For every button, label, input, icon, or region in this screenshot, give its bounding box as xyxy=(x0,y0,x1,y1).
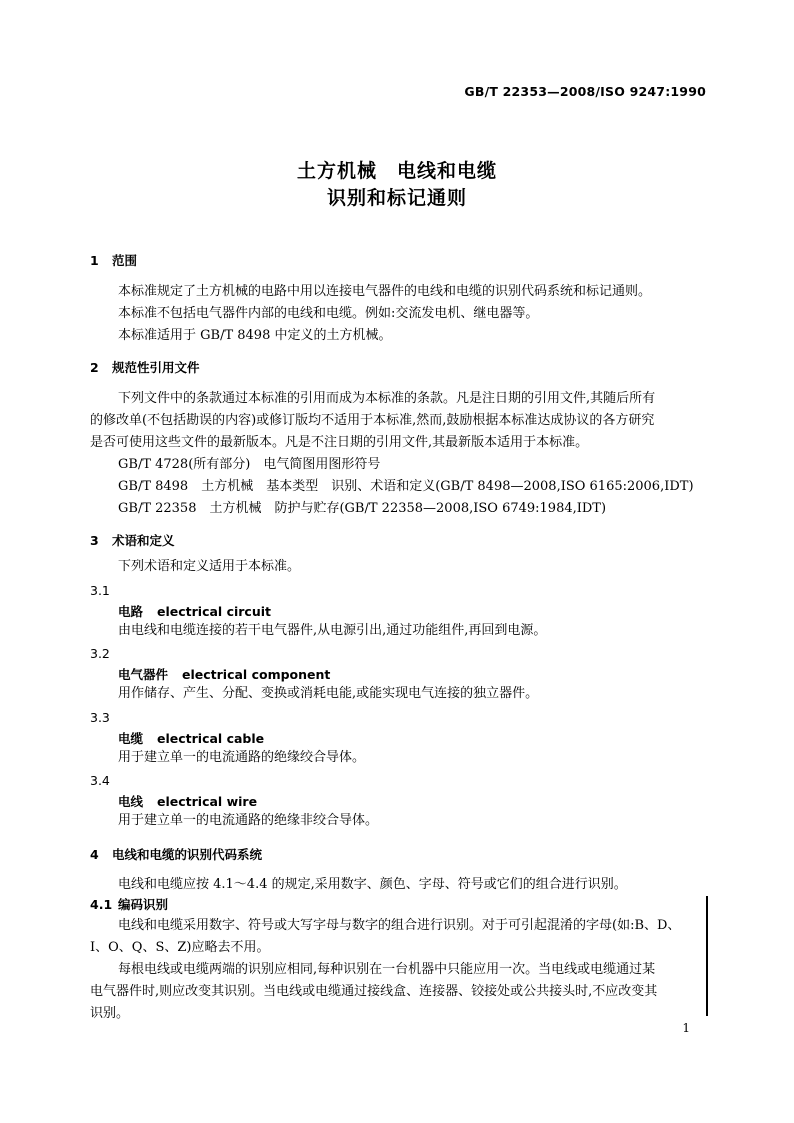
subsection-4-1-paragraph-1-line-2: I、O、Q、S、Z)应略去不用。 xyxy=(90,940,270,955)
section-2-paragraph-line-3: 是否可使用这些文件的最新版本。凡是不注日期的引用文件,其最新版本适用于本标准。 xyxy=(90,435,589,450)
subsection-title: 编码识别 xyxy=(118,897,169,912)
term-heading xyxy=(118,792,257,810)
page-number: 1 xyxy=(682,1021,690,1035)
subsection-4-1-paragraph-2-line-3: 识别。 xyxy=(90,1006,130,1021)
section-title: 范围 xyxy=(112,253,138,268)
standard-code: GB/T 22353—2008/ISO 9247:1990 xyxy=(464,84,706,99)
section-1-paragraph-3: 本标准适用于 GB/T 8498 中定义的土方机械。 xyxy=(118,328,392,343)
term-number: 3.1 xyxy=(90,583,110,598)
term-heading xyxy=(118,665,330,683)
section-1-paragraph-2: 本标准不包括电气器件内部的电线和电缆。例如:交流发电机、继电器等。 xyxy=(118,306,539,321)
term-heading xyxy=(118,729,264,747)
reference-gbt-22358: GB/T 22358 土方机械 防护与贮存(GB/T 22358—2008,ISO 6749:1984,IDT) xyxy=(118,501,607,516)
section-number: 2 xyxy=(90,360,99,375)
section-2-heading xyxy=(90,358,200,376)
term-number: 3.2 xyxy=(90,646,110,661)
term-chinese: 电线 xyxy=(118,794,144,809)
term-definition: 由电线和电缆连接的若干电气器件,从电源引出,通过功能组件,再回到电源。 xyxy=(118,623,547,638)
term-definition: 用于建立单一的电流通路的绝缘绞合导体。 xyxy=(118,750,366,765)
section-title: 术语和定义 xyxy=(112,533,175,548)
document-title-line1: 土方机械 电线和电缆 xyxy=(296,160,497,182)
term-number: 3.4 xyxy=(90,773,110,788)
section-3-intro: 下列术语和定义适用于本标准。 xyxy=(118,559,301,574)
subsection-4-1-paragraph-2-line-1: 每根电线或电缆两端的识别应相同,每种识别在一台机器中只能应用一次。当电线或电缆通过某 xyxy=(118,962,656,977)
term-definition: 用于建立单一的电流通路的绝缘非绞合导体。 xyxy=(118,813,379,828)
section-1-paragraph-1: 本标准规定了土方机械的电路中用以连接电气器件的电线和电缆的识别代码系统和标记通则。 xyxy=(118,284,652,299)
term-english: electrical cable xyxy=(157,731,265,746)
reference-gbt-4728: GB/T 4728(所有部分) 电气简图用图形符号 xyxy=(118,457,381,472)
subsection-4-1-paragraph-2-line-2: 电气器件时,则应改变其识别。当电线或电缆通过接线盒、连接器、铰接处或公共接头时,不应改变其 xyxy=(90,984,658,999)
term-chinese: 电路 xyxy=(118,604,144,619)
term-definition: 用作储存、产生、分配、变换或消耗电能,或能实现电气连接的独立器件。 xyxy=(118,686,539,701)
term-english: electrical component xyxy=(182,667,331,682)
subsection-4-1-heading xyxy=(90,895,168,913)
section-number: 3 xyxy=(90,533,99,548)
section-number: 1 xyxy=(90,253,99,268)
section-title: 电线和电缆的识别代码系统 xyxy=(112,847,263,862)
section-4-intro: 电线和电缆应按 4.1～4.4 的规定,采用数字、颜色、字母、符号或它们的组合进行识别。 xyxy=(118,877,627,892)
term-heading xyxy=(118,602,271,620)
term-number: 3.3 xyxy=(90,710,110,725)
document-title-line2: 识别和标记通则 xyxy=(326,187,467,209)
section-number: 4 xyxy=(90,847,99,862)
section-4-heading xyxy=(90,845,262,863)
term-english: electrical circuit xyxy=(157,604,271,619)
section-2-paragraph-line-2: 的修改单(不包括勘误的内容)或修订版均不适用于本标准,然而,鼓励根据本标准达成协议的各方研究 xyxy=(90,413,655,428)
section-title: 规范性引用文件 xyxy=(112,360,200,375)
section-2-paragraph-line-1: 下列文件中的条款通过本标准的引用而成为本标准的条款。凡是注日期的引用文件,其随后所有 xyxy=(118,391,656,406)
term-chinese: 电气器件 xyxy=(118,667,169,682)
section-3-heading xyxy=(90,531,175,549)
subsection-4-1-paragraph-1-line-1: 电线和电缆采用数字、符号或大写字母与数字的组合进行识别。对于可引起混淆的字母(如:B、D、 xyxy=(118,918,681,933)
term-chinese: 电缆 xyxy=(118,731,144,746)
term-english: electrical wire xyxy=(157,794,258,809)
section-1-heading xyxy=(90,251,137,269)
revision-margin-bar xyxy=(706,896,708,1016)
subsection-number: 4.1 xyxy=(90,897,113,912)
reference-gbt-8498: GB/T 8498 土方机械 基本类型 识别、术语和定义(GB/T 8498—2008,ISO 6165:2006,IDT) xyxy=(118,479,694,494)
